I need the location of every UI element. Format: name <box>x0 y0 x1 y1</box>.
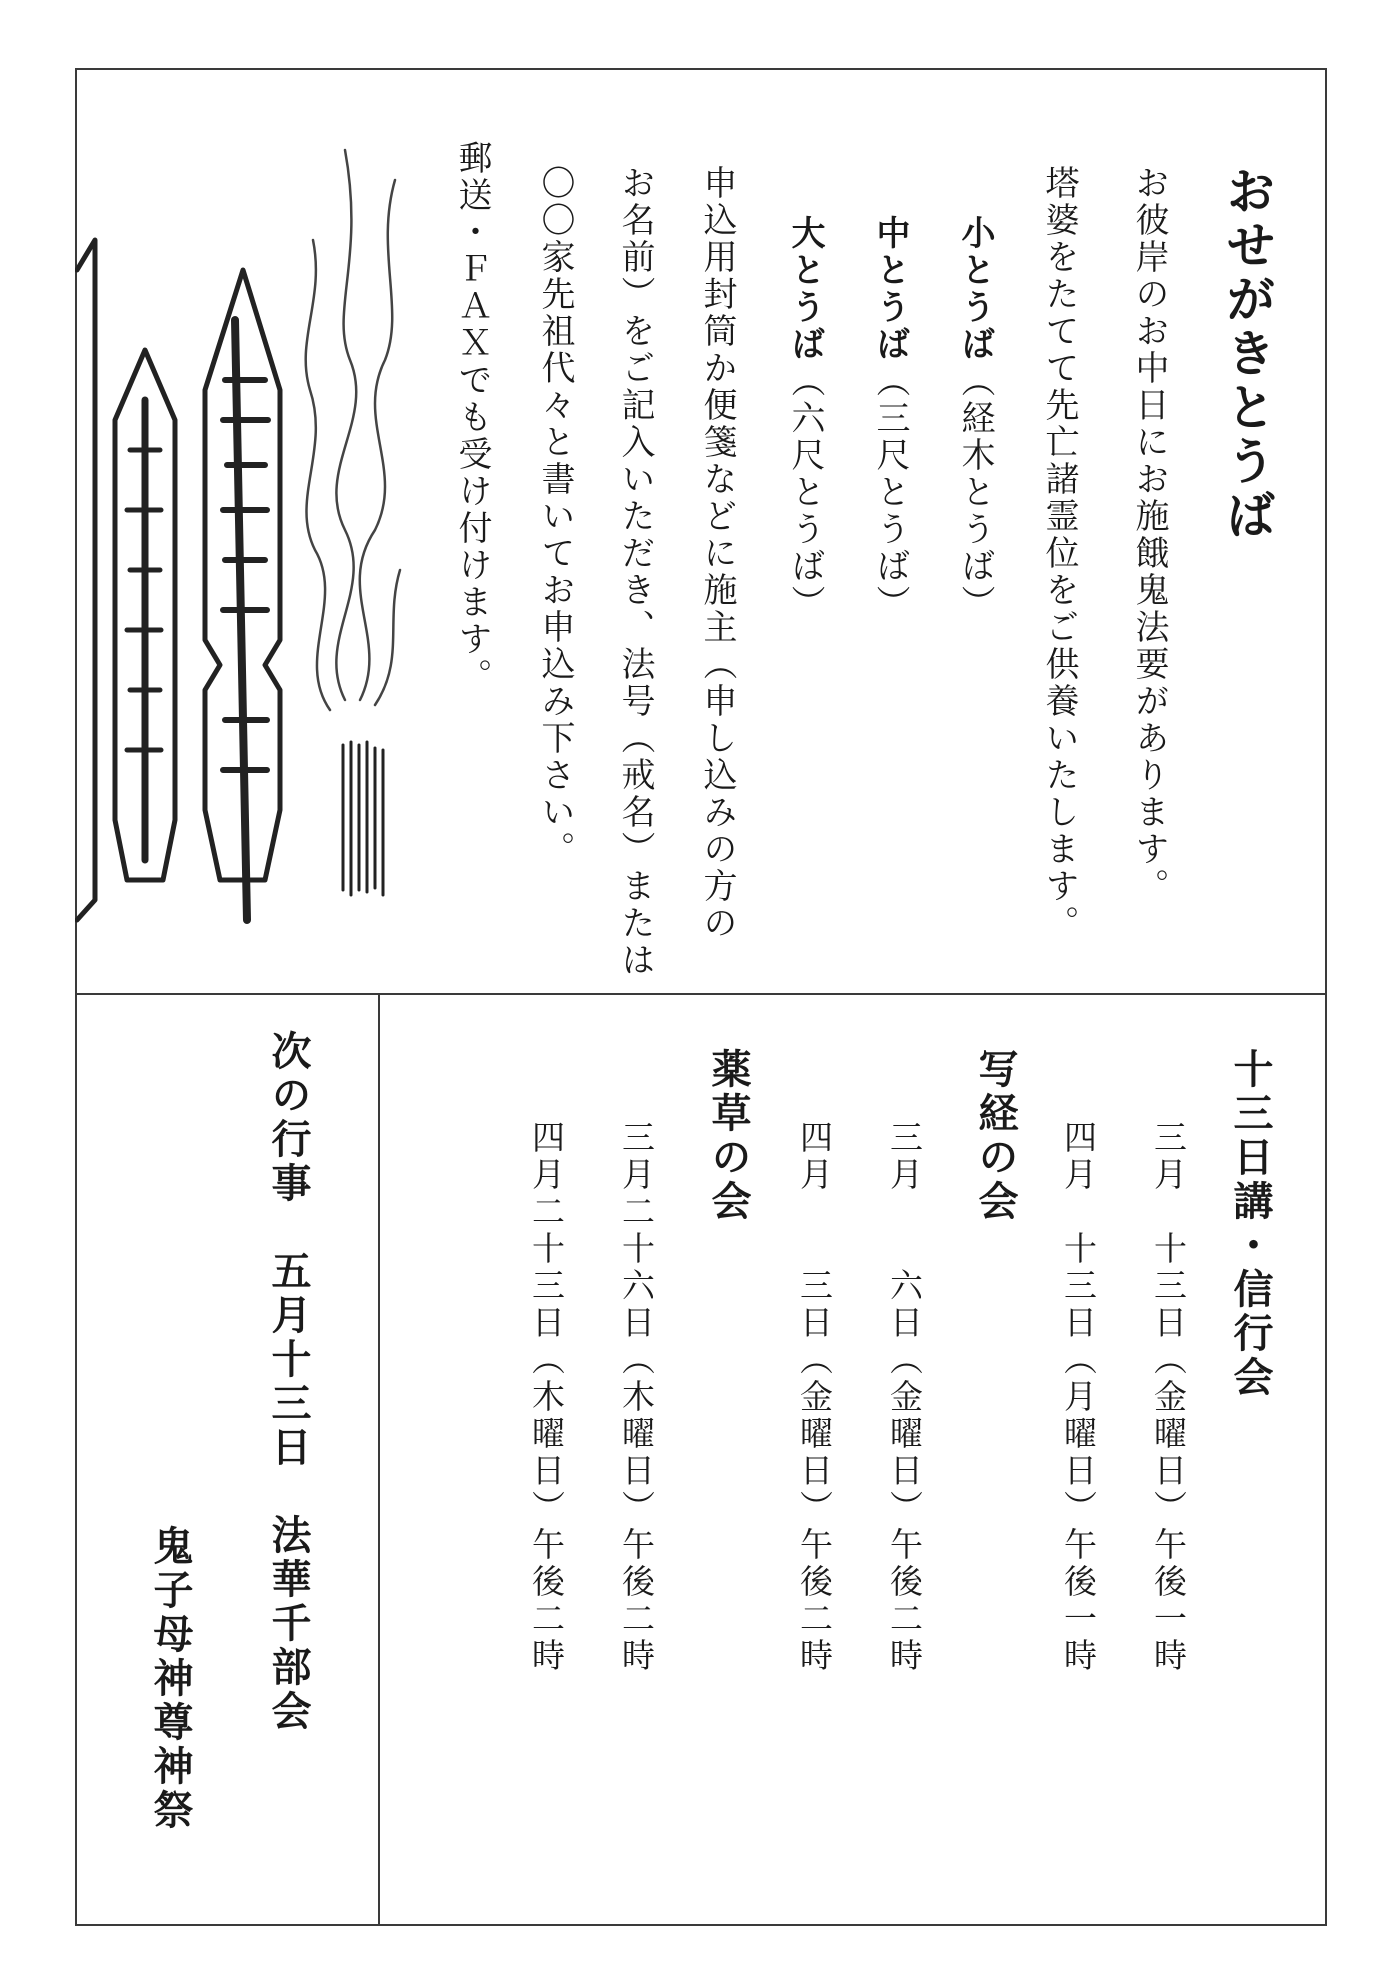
jusan-date-1: 三月 十三日（金曜日）午後一時 <box>1149 1120 1188 1675</box>
size-medium-detail: （三尺とうば） <box>870 363 910 622</box>
osegaki-line-1: お彼岸のお中日にお施餓鬼法要があります。 <box>1129 165 1169 905</box>
size-small-detail: （経木とうば） <box>955 363 995 622</box>
size-medium <box>870 215 910 622</box>
vertical-divider <box>378 993 380 1926</box>
apply-line-2: お名前）をご記入いただき、法号（戒名）または <box>615 165 655 979</box>
size-large <box>785 215 825 622</box>
size-small <box>955 215 995 622</box>
osegaki-line-2: 塔婆をたてて先亡諸霊位をご供養いたします。 <box>1039 165 1079 942</box>
shakyo-date-2: 四月 三日（金曜日）午後二時 <box>795 1120 834 1675</box>
next-event-line-1: 次の行事 五月十三日 法華千部会 <box>265 1030 312 1734</box>
apply-line-4: 郵送・ＦＡＸでも受け付けます。 <box>452 140 492 695</box>
apply-line-1: 申込用封筒か便箋などに施主（申し込みの方の <box>697 165 737 942</box>
size-large-name: 大とうば <box>785 215 825 363</box>
toba-illustration <box>75 120 405 995</box>
shakyo-date-1: 三月 六日（金曜日）午後二時 <box>885 1120 924 1675</box>
size-small-name: 小とうば <box>955 215 995 363</box>
next-event-line-2: 鬼子母神尊神祭 <box>147 1525 194 1833</box>
incense-sticks <box>343 742 383 895</box>
size-medium-name: 中とうば <box>870 215 910 363</box>
jusan-title: 十三日講・信行会 <box>1227 1048 1274 1400</box>
yakuso-title: 薬草の会 <box>705 1048 752 1224</box>
jusan-date-2: 四月 十三日（月曜日）午後一時 <box>1059 1120 1098 1675</box>
incense-smoke <box>306 150 400 710</box>
yakuso-date-1: 三月二十六日（木曜日）午後二時 <box>617 1120 656 1675</box>
yakuso-date-2: 四月二十三日（木曜日）午後二時 <box>527 1120 566 1675</box>
apply-line-3: 〇〇家先祖代々と書いてお申込み下さい。 <box>535 165 575 868</box>
shakyo-title: 写経の会 <box>972 1048 1019 1224</box>
toba-plank-edge <box>77 240 95 920</box>
osegaki-title: おせがきとうば <box>1218 165 1277 543</box>
size-large-detail: （六尺とうば） <box>785 363 825 622</box>
